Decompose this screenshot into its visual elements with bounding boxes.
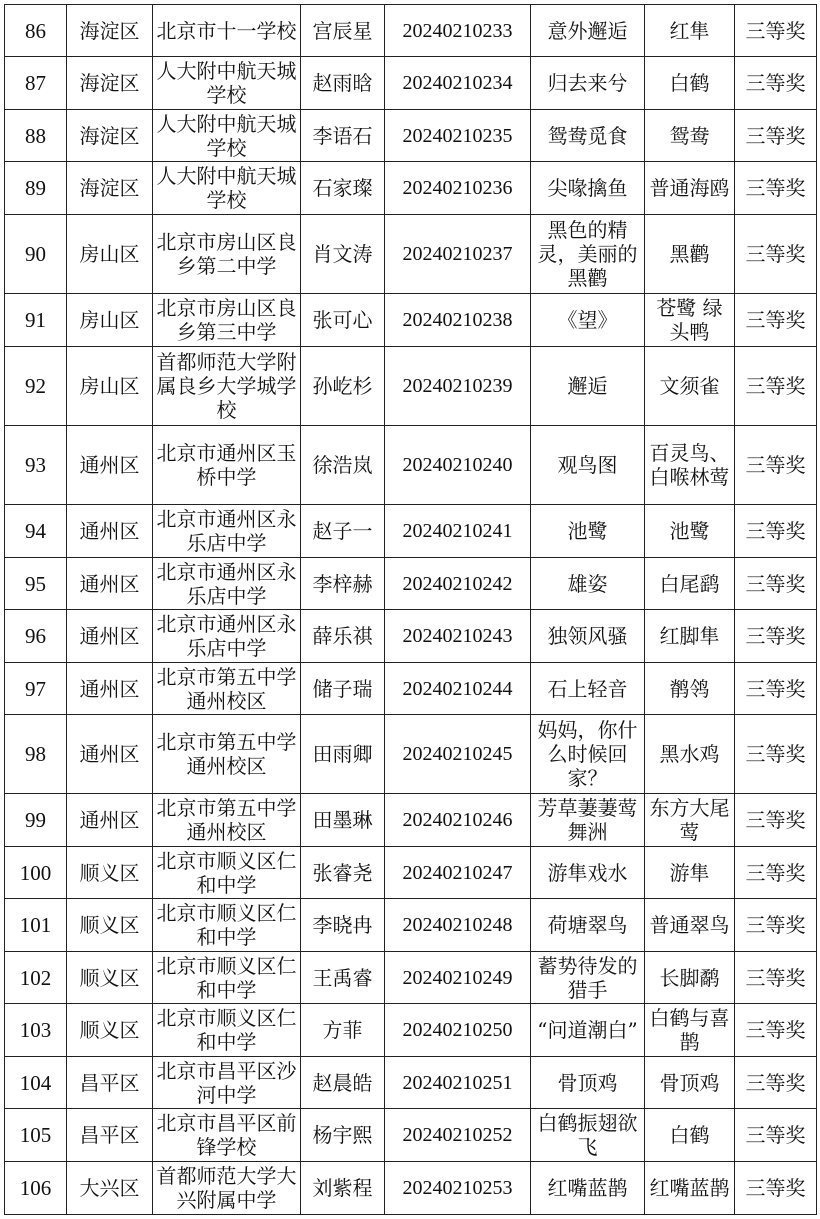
cell-bird: 白鹤与喜鹊 [645,1004,735,1057]
cell-award: 三等奖 [735,294,817,347]
cell-district: 海淀区 [67,5,153,57]
cell-title: 独领风骚 [531,610,645,663]
cell-entry-id: 20240210240 [385,426,531,505]
cell-school: 北京市昌平区沙河中学 [153,1057,301,1109]
cell-district: 通州区 [67,794,153,847]
cell-district: 顺义区 [67,952,153,1004]
cell-number: 92 [5,347,67,426]
cell-school: 北京市顺义区仁和中学 [153,952,301,1004]
cell-award: 三等奖 [735,1109,817,1162]
cell-district: 房山区 [67,215,153,294]
cell-entry-id: 20240210247 [385,847,531,899]
cell-number: 103 [5,1004,67,1057]
table-row [5,347,817,426]
cell-award: 三等奖 [735,663,817,715]
cell-title: 雄姿 [531,558,645,610]
cell-bird: 池鹭 [645,505,735,558]
cell-bird: 百灵鸟、白喉林莺 [645,426,735,505]
cell-school: 人大附中航天城学校 [153,110,301,162]
cell-entry-id: 20240210251 [385,1057,531,1109]
cell-award: 三等奖 [735,899,817,952]
cell-district: 通州区 [67,715,153,794]
cell-district: 通州区 [67,663,153,715]
table-row [5,57,817,110]
cell-award: 三等奖 [735,1004,817,1057]
cell-number: 106 [5,1162,67,1215]
cell-title: 游隼戏水 [531,847,645,899]
cell-award: 三等奖 [735,347,817,426]
table-row [5,294,817,347]
cell-title: 黑色的精灵，美丽的黑鹳 [531,215,645,294]
cell-district: 顺义区 [67,847,153,899]
cell-school: 人大附中航天城学校 [153,57,301,110]
cell-bird: 骨顶鸡 [645,1057,735,1109]
cell-title: 池鹭 [531,505,645,558]
cell-district: 海淀区 [67,162,153,215]
cell-award: 三等奖 [735,847,817,899]
cell-school: 北京市顺义区仁和中学 [153,1004,301,1057]
cell-entry-id: 20240210236 [385,162,531,215]
cell-school: 人大附中航天城学校 [153,162,301,215]
cell-school: 北京市房山区良乡第二中学 [153,215,301,294]
cell-bird: 白尾鹞 [645,558,735,610]
cell-district: 房山区 [67,294,153,347]
cell-number: 105 [5,1109,67,1162]
cell-number: 91 [5,294,67,347]
cell-district: 通州区 [67,610,153,663]
cell-title: 骨顶鸡 [531,1057,645,1109]
cell-bird: 白鹤 [645,57,735,110]
table-row [5,558,817,610]
cell-number: 87 [5,57,67,110]
cell-entry-id: 20240210246 [385,794,531,847]
cell-student: 肖文涛 [301,215,385,294]
cell-student: 赵晨皓 [301,1057,385,1109]
cell-award: 三等奖 [735,426,817,505]
cell-number: 86 [5,5,67,57]
cell-award: 三等奖 [735,558,817,610]
table-row [5,899,817,952]
cell-student: 李语石 [301,110,385,162]
cell-school: 北京市第五中学通州校区 [153,663,301,715]
cell-title: 荷塘翠鸟 [531,899,645,952]
cell-title: “问道潮白” [531,1004,645,1057]
cell-bird: 长脚鹬 [645,952,735,1004]
cell-school: 北京市顺义区仁和中学 [153,847,301,899]
cell-school: 北京市第五中学通州校区 [153,715,301,794]
table-row [5,215,817,294]
cell-student: 李梓赫 [301,558,385,610]
cell-entry-id: 20240210235 [385,110,531,162]
cell-bird: 白鹤 [645,1109,735,1162]
cell-bird: 普通翠鸟 [645,899,735,952]
cell-title: 白鹤振翅欲飞 [531,1109,645,1162]
cell-district: 海淀区 [67,57,153,110]
cell-bird: 普通海鸥 [645,162,735,215]
cell-award: 三等奖 [735,1162,817,1215]
cell-bird: 红嘴蓝鹊 [645,1162,735,1215]
cell-student: 方菲 [301,1004,385,1057]
cell-student: 田墨琳 [301,794,385,847]
cell-bird: 鸳鸯 [645,110,735,162]
cell-title: 意外邂逅 [531,5,645,57]
cell-district: 顺义区 [67,899,153,952]
cell-title: 石上轻音 [531,663,645,715]
cell-district: 大兴区 [67,1162,153,1215]
cell-number: 95 [5,558,67,610]
table-row [5,952,817,1004]
cell-number: 89 [5,162,67,215]
cell-district: 通州区 [67,558,153,610]
cell-title: 鸳鸯觅食 [531,110,645,162]
cell-district: 通州区 [67,505,153,558]
cell-student: 杨宇熙 [301,1109,385,1162]
cell-title: 观鸟图 [531,426,645,505]
table-row [5,1162,817,1215]
table-row [5,162,817,215]
table-row [5,426,817,505]
cell-award: 三等奖 [735,952,817,1004]
cell-school: 北京市通州区永乐店中学 [153,505,301,558]
cell-entry-id: 20240210239 [385,347,531,426]
cell-student: 赵子一 [301,505,385,558]
cell-student: 宫辰星 [301,5,385,57]
table-row [5,610,817,663]
cell-title: 蓄势待发的猎手 [531,952,645,1004]
cell-entry-id: 20240210244 [385,663,531,715]
cell-number: 97 [5,663,67,715]
cell-title: 归去来兮 [531,57,645,110]
table-row [5,505,817,558]
table-row [5,715,817,794]
cell-entry-id: 20240210253 [385,1162,531,1215]
cell-bird: 东方大尾莺 [645,794,735,847]
cell-school: 北京市通州区永乐店中学 [153,558,301,610]
cell-award: 三等奖 [735,57,817,110]
cell-student: 王禹睿 [301,952,385,1004]
cell-student: 张睿尧 [301,847,385,899]
cell-school: 首都师范大学大兴附属中学 [153,1162,301,1215]
cell-number: 104 [5,1057,67,1109]
cell-number: 101 [5,899,67,952]
cell-school: 首都师范大学附属良乡大学城学校 [153,347,301,426]
cell-student: 田雨卿 [301,715,385,794]
cell-title: 红嘴蓝鹊 [531,1162,645,1215]
table-row [5,110,817,162]
cell-number: 99 [5,794,67,847]
cell-title: 妈妈，你什么时候回家？ [531,715,645,794]
cell-number: 93 [5,426,67,505]
cell-award: 三等奖 [735,5,817,57]
cell-school: 北京市十一学校 [153,5,301,57]
cell-title: 尖喙擒鱼 [531,162,645,215]
cell-school: 北京市昌平区前锋学校 [153,1109,301,1162]
cell-award: 三等奖 [735,505,817,558]
cell-student: 孙屹杉 [301,347,385,426]
cell-title: 邂逅 [531,347,645,426]
cell-title: 芳草萋萋莺舞洲 [531,794,645,847]
cell-school: 北京市通州区玉桥中学 [153,426,301,505]
cell-student: 赵雨晗 [301,57,385,110]
cell-number: 98 [5,715,67,794]
cell-bird: 鹡鸰 [645,663,735,715]
table-row [5,794,817,847]
cell-award: 三等奖 [735,610,817,663]
cell-award: 三等奖 [735,215,817,294]
cell-number: 102 [5,952,67,1004]
cell-number: 100 [5,847,67,899]
table-row [5,847,817,899]
cell-bird: 红隼 [645,5,735,57]
cell-award: 三等奖 [735,1057,817,1109]
table-row [5,5,817,57]
cell-entry-id: 20240210245 [385,715,531,794]
cell-school: 北京市通州区永乐店中学 [153,610,301,663]
cell-bird: 黑鹳 [645,215,735,294]
cell-district: 顺义区 [67,1004,153,1057]
cell-entry-id: 20240210250 [385,1004,531,1057]
table-row [5,1004,817,1057]
cell-award: 三等奖 [735,715,817,794]
cell-school: 北京市房山区良乡第三中学 [153,294,301,347]
cell-entry-id: 20240210241 [385,505,531,558]
cell-number: 88 [5,110,67,162]
cell-district: 昌平区 [67,1109,153,1162]
cell-number: 94 [5,505,67,558]
cell-student: 石家璨 [301,162,385,215]
cell-student: 薛乐祺 [301,610,385,663]
cell-entry-id: 20240210237 [385,215,531,294]
cell-bird: 游隼 [645,847,735,899]
cell-entry-id: 20240210234 [385,57,531,110]
cell-bird: 红脚隼 [645,610,735,663]
cell-number: 90 [5,215,67,294]
cell-district: 通州区 [67,426,153,505]
table-row [5,1109,817,1162]
cell-entry-id: 20240210233 [385,5,531,57]
cell-student: 张可心 [301,294,385,347]
cell-school: 北京市顺义区仁和中学 [153,899,301,952]
cell-bird: 苍鹭 绿头鸭 [645,294,735,347]
cell-district: 昌平区 [67,1057,153,1109]
cell-entry-id: 20240210252 [385,1109,531,1162]
cell-entry-id: 20240210238 [385,294,531,347]
cell-school: 北京市第五中学通州校区 [153,794,301,847]
cell-student: 储子瑞 [301,663,385,715]
cell-district: 海淀区 [67,110,153,162]
cell-award: 三等奖 [735,162,817,215]
cell-number: 96 [5,610,67,663]
cell-student: 李晓冉 [301,899,385,952]
cell-bird: 黑水鸡 [645,715,735,794]
cell-bird: 文须雀 [645,347,735,426]
cell-award: 三等奖 [735,110,817,162]
cell-entry-id: 20240210242 [385,558,531,610]
table-row [5,1057,817,1109]
cell-entry-id: 20240210243 [385,610,531,663]
cell-district: 房山区 [67,347,153,426]
awards-table [4,4,817,1215]
cell-entry-id: 20240210248 [385,899,531,952]
cell-award: 三等奖 [735,794,817,847]
cell-student: 徐浩岚 [301,426,385,505]
table-row [5,663,817,715]
cell-entry-id: 20240210249 [385,952,531,1004]
cell-title: 《望》 [531,294,645,347]
cell-student: 刘紫程 [301,1162,385,1215]
